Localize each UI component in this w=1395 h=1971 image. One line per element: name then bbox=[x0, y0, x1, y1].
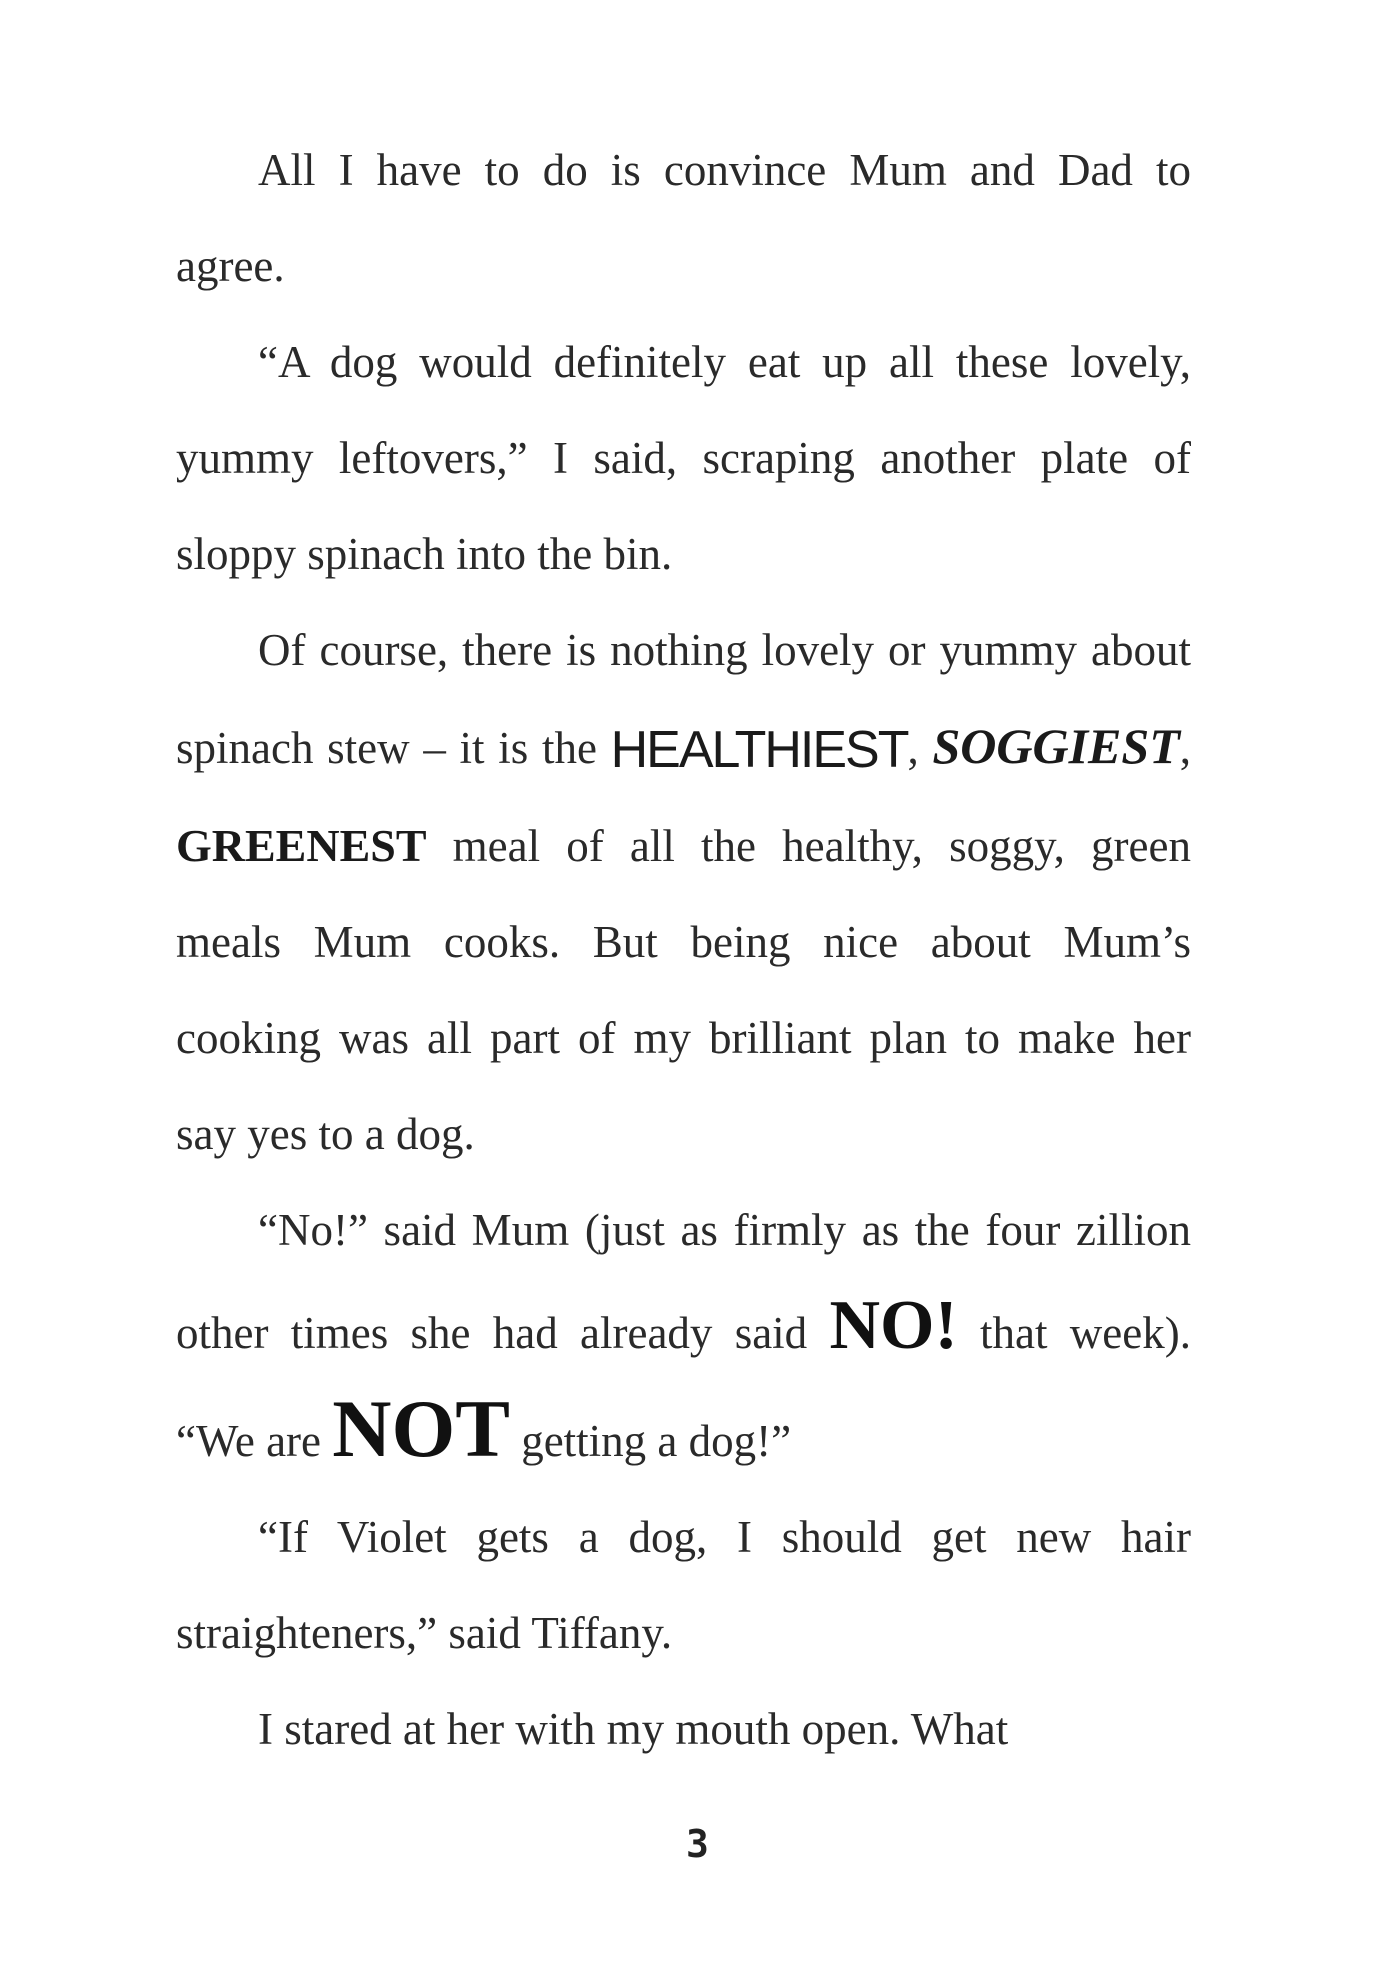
paragraph-1 bbox=[176, 122, 1191, 314]
paragraph-5-text: “If Violet gets a dog, I should get new hair straighteners,” said Tiffany. bbox=[176, 1512, 1191, 1658]
emphasis-no: NO! bbox=[829, 1287, 958, 1364]
emphasis-soggiest: SOGGIEST bbox=[932, 718, 1180, 774]
paragraph-4-text-middle: that week). “We are bbox=[176, 1308, 1191, 1466]
emphasis-healthiest: HEALTHIEST bbox=[610, 721, 908, 779]
paragraph-4-text-after: getting a dog!” bbox=[509, 1416, 792, 1466]
paragraph-3-text-before: Of course, there is nothing lovely or yummy about spinach stew – it is the bbox=[176, 625, 1191, 773]
paragraph-2 bbox=[176, 314, 1191, 602]
paragraph-1-text: All I have to do is convince Mum and Dad to agree. bbox=[176, 145, 1191, 291]
paragraph-3-separator-2: , bbox=[1179, 723, 1191, 773]
page-number: 3 bbox=[686, 1822, 709, 1866]
emphasis-not: NOT bbox=[332, 1383, 510, 1474]
body-text bbox=[176, 122, 1191, 1777]
paragraph-4-text-before: “No!” said Mum (just as firmly as the four zillion other times she had already said bbox=[176, 1205, 1191, 1358]
emphasis-greenest: GREENEST bbox=[176, 820, 427, 871]
paragraph-3-text-after: meal of all the healthy, soggy, green meals Mum cooks. But being nice about Mum’s cooking was all part of my brilliant plan to make her say yes to a dog. bbox=[176, 821, 1191, 1159]
paragraph-4 bbox=[176, 1182, 1191, 1489]
paragraph-2-text: “A dog would definitely eat up all these lovely, yummy leftovers,” I said, scraping another plate of sloppy spinach into the bin. bbox=[176, 337, 1191, 579]
paragraph-3 bbox=[176, 602, 1191, 1182]
paragraph-6 bbox=[176, 1681, 1191, 1777]
paragraph-6-text: I stared at her with my mouth open. What bbox=[258, 1704, 1009, 1754]
paragraph-3-separator-1: , bbox=[907, 723, 933, 773]
paragraph-5 bbox=[176, 1489, 1191, 1681]
